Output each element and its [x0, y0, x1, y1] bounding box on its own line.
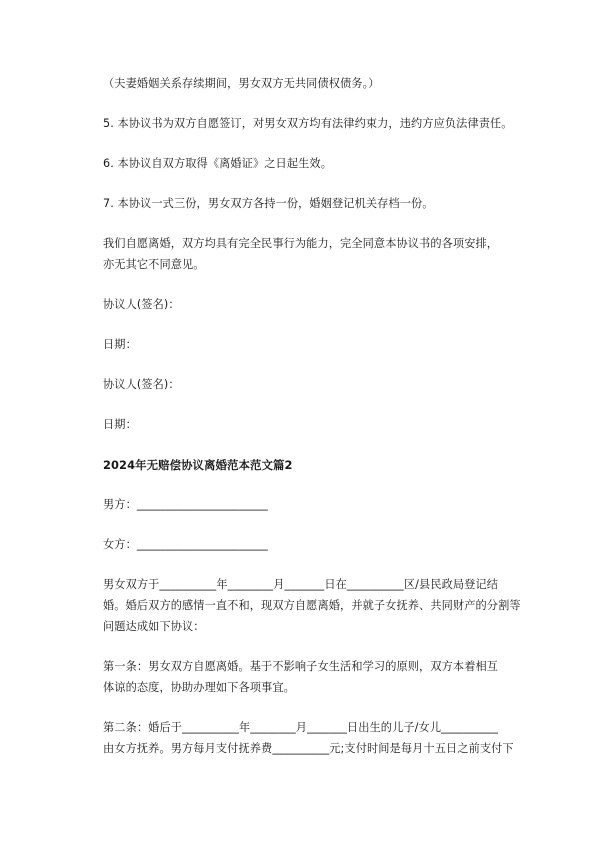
signer-2-label: 协议人(签名)：	[103, 378, 180, 391]
husband-field: 男方：_______________________	[103, 498, 268, 511]
declaration-line-2: 亦无其它不同意见。	[103, 258, 205, 271]
declaration-line-1: 我们自愿离婚，双方均具有完全民事行为能力，完全同意本协议书的各项安排，	[103, 237, 499, 250]
intro-line-1: 男女双方于__________年________月_______日在__________区/县民政局登记结	[103, 578, 499, 591]
intro-line-2: 婚。婚后双方的感情一直不和，现双方自愿离婚，并就子女抚养、共同财产的分割等	[103, 599, 521, 612]
article-2-line-1: 第二条：婚后于__________年________月_______日出生的儿子/女儿__________	[103, 721, 499, 734]
clause-7: 7. 本协议一式三份，男女双方各持一份，婚姻登记机关存档一份。	[103, 197, 434, 210]
article-1-line-1: 第一条：男女双方自愿离婚。基于不影响子女生活和学习的原则，双方本着相互	[103, 660, 499, 673]
article-1-line-2: 体谅的态度，协助办理如下各项事宜。	[103, 681, 295, 694]
date-2-label: 日期：	[103, 418, 137, 431]
clause-6: 6. 本协议自双方取得《离婚证》之日起生效。	[103, 157, 332, 170]
section-heading: 2024年无赔偿协议离婚范本范文篇2	[103, 458, 293, 472]
paragraph-debt-note: （夫妻婚姻关系存续期间，男女双方无共同债权债务。）	[103, 77, 380, 90]
wife-field: 女方：_______________________	[103, 538, 268, 551]
intro-line-3: 问题达成如下协议：	[103, 620, 205, 633]
signer-1-label: 协议人(签名)：	[103, 298, 180, 311]
date-1-label: 日期：	[103, 338, 137, 351]
article-2-line-2: 由女方抚养。男方每月支付抚养费__________元;支付时间是每月十五日之前支付下	[103, 742, 514, 755]
clause-5: 5. 本协议书为双方自愿签订，对男女双方均有法律约束力，违约方应负法律责任。	[103, 117, 513, 130]
